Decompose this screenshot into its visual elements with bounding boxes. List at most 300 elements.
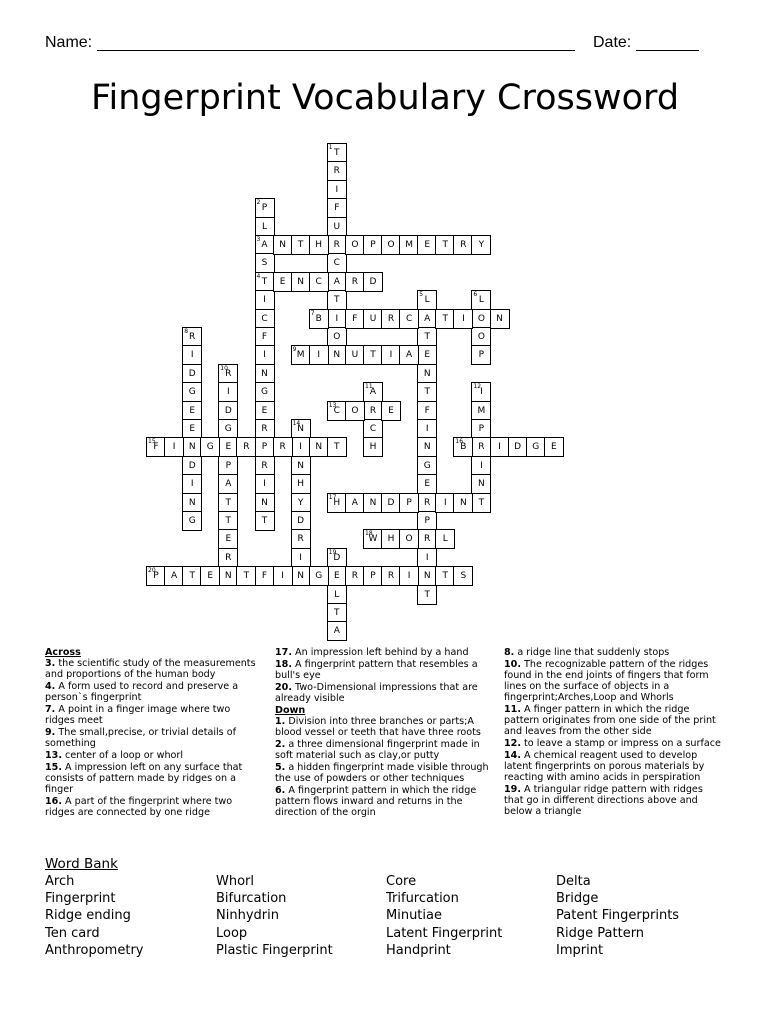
- word-bank-item: Handprint: [386, 942, 451, 958]
- crossword-cell[interactable]: [471, 401, 491, 421]
- crossword-cell[interactable]: [182, 364, 202, 384]
- clue-item: [45, 658, 257, 680]
- crossword-cell[interactable]: [218, 437, 238, 457]
- crossword-cell[interactable]: [471, 290, 491, 310]
- crossword-cell[interactable]: [309, 272, 329, 292]
- cell-letter: D: [188, 368, 196, 379]
- clue-item: [504, 784, 722, 817]
- crossword-cell[interactable]: [399, 235, 419, 255]
- crossword-cell[interactable]: [255, 419, 275, 439]
- word-bank-item: Imprint: [556, 942, 604, 958]
- cell-letter: N: [261, 368, 268, 379]
- crossword-cell[interactable]: [417, 364, 437, 384]
- cell-letter: P: [370, 571, 376, 582]
- clue-number: 3: [256, 236, 261, 243]
- word-bank-item: Ridge ending: [45, 908, 131, 924]
- cell-letter: I: [226, 387, 230, 398]
- clue-number: 8: [184, 328, 189, 335]
- cell-letter: G: [423, 460, 431, 471]
- crossword-cell[interactable]: [200, 566, 220, 586]
- cell-letter: O: [351, 405, 359, 416]
- crossword-cell[interactable]: [453, 437, 473, 457]
- crossword-cell[interactable]: [417, 456, 437, 476]
- crossword-cell[interactable]: [309, 235, 329, 255]
- crossword-cell[interactable]: [417, 327, 437, 347]
- crossword-cell[interactable]: [345, 566, 365, 586]
- cell-letter: G: [261, 387, 268, 398]
- cell-letter: O: [405, 534, 413, 545]
- crossword-cell[interactable]: [417, 419, 437, 439]
- crossword-cell[interactable]: [417, 566, 437, 586]
- clue-num: 17.: [275, 647, 292, 658]
- header: [45, 34, 705, 54]
- crossword-cell[interactable]: [309, 437, 329, 457]
- clue-text: The recognizable pattern of the ridges found in the end joints of fingers that form lines on the surface of objects in a fingerprint;Arches,Loop and Whorls: [504, 659, 709, 703]
- crossword-cell[interactable]: [218, 493, 238, 513]
- crossword-cell[interactable]: [291, 529, 311, 549]
- cell-letter: R: [225, 552, 232, 563]
- crossword-cell[interactable]: [363, 493, 383, 513]
- cell-letter: P: [478, 350, 485, 361]
- crossword-cell[interactable]: [255, 401, 275, 421]
- crossword-cell[interactable]: [255, 493, 275, 513]
- crossword-cell[interactable]: [381, 493, 401, 513]
- clue-item: [275, 739, 493, 761]
- cell-letter: E: [333, 571, 340, 582]
- word-bank-item: Ten card: [45, 925, 100, 941]
- crossword-cell[interactable]: [417, 437, 437, 457]
- cell-letter: S: [460, 571, 467, 582]
- clue-number: 14: [292, 420, 301, 427]
- crossword-cell[interactable]: [471, 382, 491, 402]
- crossword-cell[interactable]: [236, 437, 256, 457]
- cell-letter: N: [423, 368, 431, 379]
- cell-letter: P: [424, 516, 430, 526]
- cell-letter: C: [405, 313, 413, 324]
- crossword-cell[interactable]: [417, 585, 437, 605]
- cell-letter: E: [189, 405, 196, 416]
- crossword-cell[interactable]: [327, 603, 347, 623]
- crossword-cell[interactable]: [255, 382, 275, 402]
- crossword-cell[interactable]: [417, 474, 437, 494]
- crossword-cell[interactable]: [291, 345, 311, 365]
- cell-letter: T: [261, 276, 268, 287]
- cell-letter: I: [462, 313, 465, 324]
- cell-letter: N: [297, 460, 304, 471]
- crossword-cell[interactable]: [255, 511, 275, 531]
- clue-text: a hidden fingerprint made visible through the use of powders or other techniques: [275, 762, 489, 784]
- cell-letter: G: [188, 387, 196, 398]
- cell-letter: R: [387, 571, 395, 582]
- crossword-cell[interactable]: [218, 511, 238, 531]
- crossword-cell[interactable]: [327, 272, 347, 292]
- crossword-cell[interactable]: [490, 437, 510, 457]
- crossword-cell[interactable]: [255, 272, 275, 292]
- crossword-cell[interactable]: [327, 217, 347, 237]
- crossword-cell[interactable]: [218, 364, 238, 384]
- word-bank-title: Word Bank: [45, 856, 118, 872]
- crossword-cell[interactable]: [417, 235, 437, 255]
- cell-letter: F: [261, 571, 268, 582]
- cell-letter: L: [442, 534, 448, 545]
- crossword-cell[interactable]: [417, 401, 437, 421]
- clue-num: 14.: [504, 750, 521, 761]
- crossword-cell[interactable]: [417, 548, 437, 568]
- clue-num: 16.: [45, 796, 62, 807]
- crossword-cell[interactable]: [218, 456, 238, 476]
- crossword-cell[interactable]: [381, 529, 401, 549]
- crossword-cell[interactable]: [182, 511, 202, 531]
- cell-letter: M: [296, 350, 305, 361]
- clue-num: 2.: [275, 739, 286, 750]
- clue-num: 7.: [45, 704, 56, 715]
- crossword-cell[interactable]: [399, 309, 419, 329]
- crossword-cell[interactable]: [327, 437, 347, 457]
- crossword-cell[interactable]: [417, 382, 437, 402]
- crossword-cell[interactable]: [182, 437, 202, 457]
- crossword-cell[interactable]: [182, 382, 202, 402]
- cell-letter: I: [263, 479, 266, 490]
- crossword-cell[interactable]: [291, 474, 311, 494]
- clue-text: A triangular ridge pattern with ridges that go in different directions above and below a triangle: [504, 784, 703, 817]
- word-bank-item: Ridge Pattern: [556, 925, 645, 941]
- cell-letter: R: [460, 240, 467, 250]
- cell-letter: I: [317, 350, 321, 361]
- clue-text: A chemical reagent used to develop latent fingerprints on porous materials by reacting with amino acids in perspiration: [504, 750, 705, 783]
- cell-letter: A: [351, 497, 358, 508]
- crossword-cell[interactable]: [327, 327, 347, 347]
- cell-letter: A: [406, 350, 413, 361]
- crossword-cell[interactable]: [453, 493, 473, 513]
- clue-number: 18: [365, 530, 373, 538]
- crossword-cell[interactable]: [164, 566, 184, 586]
- crossword-cell[interactable]: [471, 474, 491, 494]
- cell-letter: T: [334, 148, 340, 158]
- crossword-cell[interactable]: [182, 566, 202, 586]
- crossword-cell[interactable]: [327, 621, 347, 641]
- crossword-cell[interactable]: [345, 272, 365, 292]
- cell-letter: I: [498, 442, 501, 453]
- crossword-cell[interactable]: [327, 290, 347, 310]
- crossword-cell[interactable]: [435, 235, 455, 255]
- crossword-cell[interactable]: [273, 566, 293, 586]
- cell-letter: A: [333, 276, 340, 287]
- clue-text: A finger pattern in which the ridge pattern originates from one side of the print and leaves from the other side: [504, 704, 716, 737]
- crossword-cell[interactable]: [399, 566, 419, 586]
- crossword-cell[interactable]: [327, 566, 347, 586]
- name-line: [97, 50, 575, 51]
- crossword-cell[interactable]: [363, 272, 383, 292]
- crossword-cell[interactable]: [146, 566, 166, 586]
- cell-letter: E: [189, 424, 196, 434]
- cell-letter: A: [424, 313, 431, 324]
- cell-letter: N: [297, 424, 304, 434]
- crossword-cell[interactable]: [417, 290, 437, 310]
- crossword-cell[interactable]: [327, 161, 347, 181]
- cell-letter: R: [261, 424, 268, 434]
- crossword-cell[interactable]: [363, 309, 383, 329]
- crossword-cell[interactable]: [471, 235, 491, 255]
- crossword-cell[interactable]: [417, 309, 437, 329]
- crossword-cell[interactable]: [363, 419, 383, 439]
- crossword-cell[interactable]: [363, 401, 383, 421]
- clue-number: 7: [310, 309, 315, 317]
- crossword-cell[interactable]: [381, 401, 401, 421]
- crossword-cell[interactable]: [471, 493, 491, 513]
- cell-letter: G: [188, 516, 196, 526]
- crossword-cell[interactable]: [218, 529, 238, 549]
- cell-letter: I: [299, 552, 302, 563]
- cell-letter: A: [171, 571, 178, 582]
- crossword-cell[interactable]: [291, 511, 311, 531]
- crossword-cell[interactable]: [291, 235, 311, 255]
- cell-letter: E: [388, 405, 394, 416]
- crossword-cell[interactable]: [255, 327, 275, 347]
- crossword-cell[interactable]: [200, 437, 220, 457]
- cell-letter: H: [333, 497, 341, 508]
- cell-letter: T: [225, 516, 232, 526]
- word-bank-item: Anthropometry: [45, 942, 144, 958]
- crossword-cell[interactable]: [291, 437, 311, 457]
- crossword-cell[interactable]: [471, 437, 491, 457]
- crossword-cell[interactable]: [273, 235, 293, 255]
- crossword-cell[interactable]: [146, 437, 166, 457]
- crossword-cell[interactable]: [255, 474, 275, 494]
- crossword-cell[interactable]: [327, 401, 347, 421]
- crossword-cell[interactable]: [345, 309, 365, 329]
- word-bank-item: Whorl: [216, 874, 255, 889]
- crossword-cell[interactable]: [490, 309, 510, 329]
- cell-letter: C: [369, 424, 377, 434]
- crossword-cell[interactable]: [255, 309, 275, 329]
- crossword-cell[interactable]: [345, 345, 365, 365]
- clue-item: [504, 750, 722, 783]
- crossword-cell[interactable]: [363, 529, 383, 549]
- crossword-cell[interactable]: [345, 235, 365, 255]
- crossword-cell[interactable]: [255, 456, 275, 476]
- cell-letter: I: [389, 350, 393, 361]
- crossword-cell[interactable]: [345, 401, 365, 421]
- crossword-cell[interactable]: [182, 401, 202, 421]
- crossword-cell[interactable]: [417, 345, 437, 365]
- crossword-cell[interactable]: [291, 272, 311, 292]
- cell-letter: T: [424, 589, 430, 600]
- crossword-cell[interactable]: [381, 345, 401, 365]
- cell-letter: D: [369, 276, 377, 287]
- crossword-cell[interactable]: [218, 474, 238, 494]
- crossword-cell[interactable]: [327, 143, 347, 163]
- crossword-cell[interactable]: [164, 437, 184, 457]
- crossword-cell[interactable]: [544, 437, 564, 457]
- clue-text: Division into three branches or parts;A blood vessel or teeth that have three roots: [275, 716, 481, 738]
- cell-letter: E: [424, 240, 431, 250]
- crossword-cell[interactable]: [291, 419, 311, 439]
- cell-letter: D: [333, 552, 341, 563]
- cell-letter: L: [261, 221, 267, 232]
- across-heading: Across: [45, 647, 81, 658]
- crossword-cell[interactable]: [399, 529, 419, 549]
- crossword-cell[interactable]: [327, 493, 347, 513]
- cell-letter: P: [261, 203, 268, 214]
- crossword-cell[interactable]: [218, 401, 238, 421]
- crossword-cell[interactable]: [363, 437, 383, 457]
- crossword-cell[interactable]: [417, 493, 437, 513]
- crossword-cell[interactable]: [363, 566, 383, 586]
- crossword-cell[interactable]: [255, 235, 275, 255]
- crossword-cell[interactable]: [182, 327, 202, 347]
- cell-letter: I: [190, 350, 194, 361]
- cell-letter: M: [477, 405, 486, 416]
- crossword-cell[interactable]: [471, 419, 491, 439]
- crossword-cell[interactable]: [327, 585, 347, 605]
- crossword-cell[interactable]: [218, 548, 238, 568]
- cell-letter: I: [299, 442, 302, 453]
- crossword-cell[interactable]: [291, 493, 311, 513]
- crossword-cell[interactable]: [435, 309, 455, 329]
- cell-letter: C: [315, 276, 322, 287]
- cell-letter: D: [297, 516, 305, 526]
- clue-item: [275, 785, 493, 818]
- crossword-cell[interactable]: [182, 456, 202, 476]
- cell-letter: E: [424, 479, 431, 490]
- word-bank-grid: [45, 874, 745, 958]
- cell-letter: T: [370, 350, 376, 361]
- crossword-cell[interactable]: [526, 437, 546, 457]
- crossword-cell[interactable]: [218, 419, 238, 439]
- crossword-cell[interactable]: [327, 253, 347, 273]
- crossword-cell[interactable]: [381, 309, 401, 329]
- cell-letter: O: [477, 313, 485, 324]
- clue-num: 19.: [504, 784, 521, 795]
- clue-item: [45, 762, 257, 795]
- clues-column-3: [504, 647, 722, 818]
- crossword-cell[interactable]: [471, 456, 491, 476]
- crossword-cell[interactable]: [182, 419, 202, 439]
- word-bank-item: Ninhydrin: [216, 908, 279, 924]
- crossword-cell[interactable]: [255, 566, 275, 586]
- cell-letter: L: [424, 295, 430, 306]
- cell-letter: F: [334, 203, 340, 214]
- crossword-cell[interactable]: [399, 345, 419, 365]
- cell-letter: N: [188, 442, 196, 453]
- crossword-cell[interactable]: [327, 235, 347, 255]
- cell-letter: B: [315, 313, 322, 324]
- crossword-cell[interactable]: [435, 493, 455, 513]
- date-label: Date:: [593, 34, 632, 51]
- crossword-cell[interactable]: [309, 309, 329, 329]
- clues-column-1: [45, 647, 257, 819]
- clue-item: [275, 716, 493, 738]
- cell-letter: A: [333, 626, 340, 637]
- crossword-cell[interactable]: [435, 529, 455, 549]
- crossword-cell[interactable]: [471, 309, 491, 329]
- word-bank-item: Trifurcation: [386, 891, 459, 907]
- crossword-cell[interactable]: [255, 253, 275, 273]
- crossword-cell[interactable]: [508, 437, 528, 457]
- crossword-cell[interactable]: [182, 493, 202, 513]
- crossword-cell[interactable]: [255, 290, 275, 310]
- clue-num: 20.: [275, 682, 292, 693]
- cell-letter: I: [190, 479, 194, 490]
- clue-item: [45, 750, 257, 761]
- crossword-cell[interactable]: [453, 235, 473, 255]
- cell-letter: E: [424, 350, 431, 361]
- crossword-cell[interactable]: [417, 511, 437, 531]
- cell-letter: D: [224, 405, 232, 416]
- crossword-cell[interactable]: [381, 235, 401, 255]
- crossword-cell[interactable]: [291, 566, 311, 586]
- crossword-cell[interactable]: [255, 198, 275, 218]
- crossword-cell[interactable]: [182, 345, 202, 365]
- crossword-cell[interactable]: [255, 217, 275, 237]
- crossword-cell[interactable]: [255, 364, 275, 384]
- crossword-cell[interactable]: [471, 345, 491, 365]
- crossword-cell[interactable]: [453, 309, 473, 329]
- crossword-cell[interactable]: [309, 566, 329, 586]
- cell-letter: H: [387, 534, 395, 545]
- crossword-cell[interactable]: [471, 327, 491, 347]
- crossword-cell[interactable]: [327, 198, 347, 218]
- crossword-cell[interactable]: [399, 493, 419, 513]
- cell-letter: T: [334, 442, 340, 453]
- crossword-cell[interactable]: [291, 548, 311, 568]
- cell-letter: R: [424, 534, 431, 545]
- clue-num: 13.: [45, 750, 62, 761]
- crossword-cell[interactable]: [453, 566, 473, 586]
- word-bank-item: Latent Fingerprint: [386, 925, 503, 941]
- crossword-cell[interactable]: [255, 345, 275, 365]
- clue-num: 18.: [275, 659, 292, 670]
- crossword-cell[interactable]: [255, 437, 275, 457]
- crossword-cell[interactable]: [273, 272, 293, 292]
- crossword-cell[interactable]: [345, 493, 365, 513]
- clue-item: [45, 796, 257, 818]
- crossword-cell[interactable]: [363, 235, 383, 255]
- cell-letter: G: [224, 424, 232, 434]
- crossword-cell[interactable]: [327, 180, 347, 200]
- cell-letter: N: [478, 479, 485, 490]
- cell-letter: E: [550, 442, 557, 453]
- cell-letter: P: [225, 460, 232, 471]
- cell-letter: F: [153, 442, 159, 453]
- crossword-cell[interactable]: [309, 345, 329, 365]
- cell-letter: R: [333, 166, 340, 177]
- cell-letter: M: [405, 240, 413, 250]
- clue-num: 10.: [504, 659, 521, 670]
- cell-letter: R: [369, 405, 377, 416]
- crossword-cell[interactable]: [291, 456, 311, 476]
- crossword-cell[interactable]: [435, 566, 455, 586]
- crossword-cell[interactable]: [218, 566, 238, 586]
- crossword-cell[interactable]: [417, 529, 437, 549]
- cell-letter: E: [261, 405, 268, 416]
- crossword-cell[interactable]: [182, 474, 202, 494]
- cell-letter: I: [263, 350, 266, 361]
- crossword-cell[interactable]: [381, 566, 401, 586]
- cell-letter: O: [333, 332, 341, 342]
- clue-item: [504, 738, 722, 749]
- cell-letter: T: [334, 608, 340, 618]
- crossword-cell[interactable]: [327, 345, 347, 365]
- crossword-cell[interactable]: [273, 437, 293, 457]
- crossword-cell[interactable]: [218, 382, 238, 402]
- cell-letter: F: [424, 405, 430, 416]
- crossword-cell[interactable]: [363, 345, 383, 365]
- crossword-cell[interactable]: [363, 382, 383, 402]
- crossword-cell[interactable]: [327, 548, 347, 568]
- crossword-cell[interactable]: [327, 309, 347, 329]
- crossword-cell[interactable]: [236, 566, 256, 586]
